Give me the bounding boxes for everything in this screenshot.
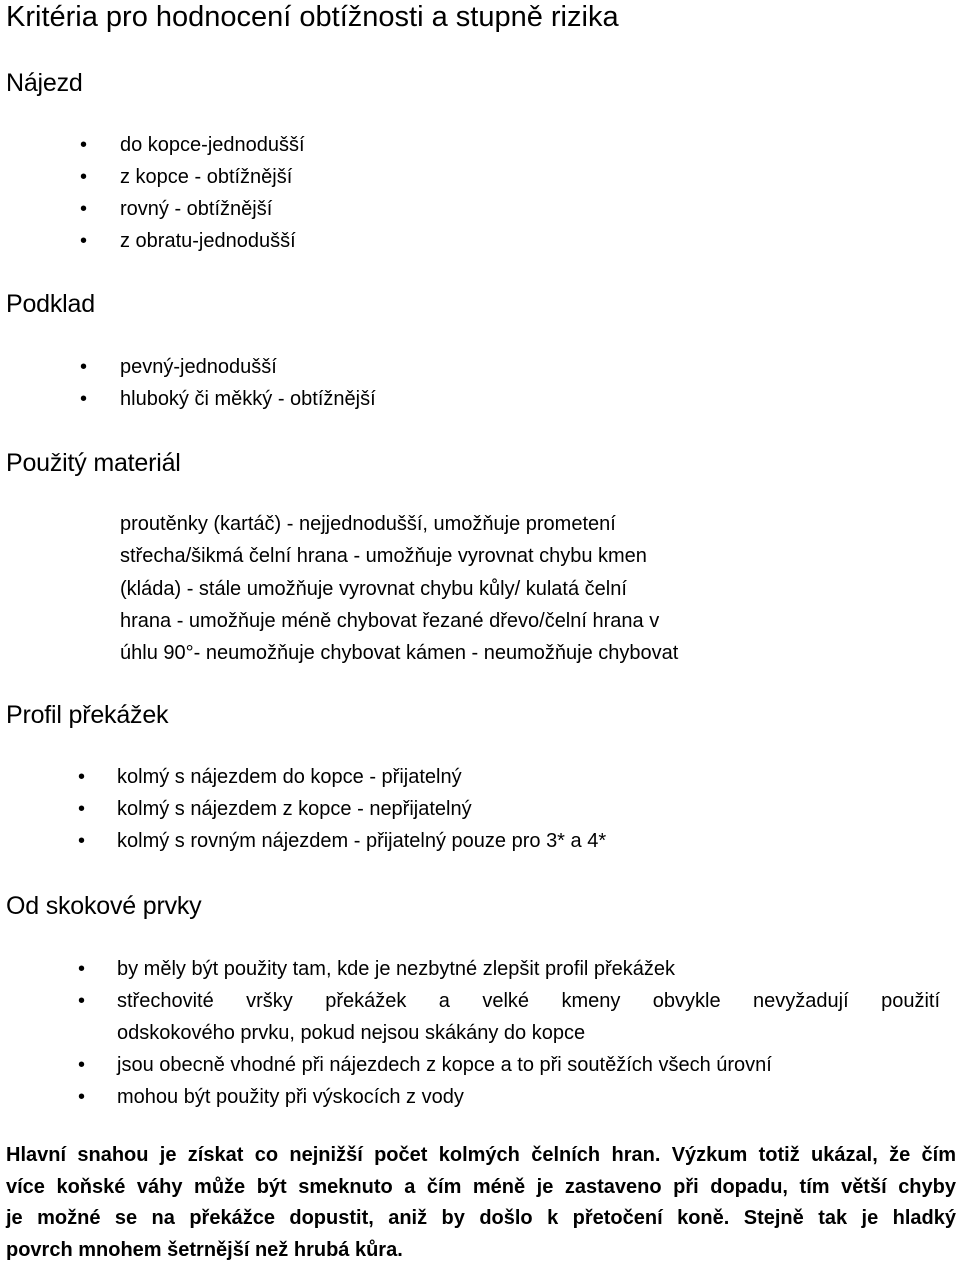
summary-line: je možné se na překážce dopustit, aniž by došlo k přetočení koně. Stejně tak je hladký	[6, 1203, 956, 1235]
paragraph-line: úhlu 90°- neumožňuje chybovat kámen - neumožňuje chybovat	[120, 637, 760, 669]
summary-paragraph	[6, 1140, 956, 1266]
paragraph-line: hrana - umožňuje méně chybovat řezané dřevo/čelní hrana v	[120, 605, 760, 637]
bullet-icon: •	[78, 825, 85, 857]
paragraph-line: střecha/šikmá čelní hrana - umožňuje vyrovnat chybu kmen	[120, 540, 760, 572]
bullet-icon: •	[80, 225, 87, 257]
section-heading-profil: Profil překážek	[6, 700, 168, 730]
list-item-line: střechovité vršky překážek a velké kmeny obvykle nevyžadují použití	[117, 985, 940, 1017]
list-item-text: mohou být použity při výskocích z vody	[117, 1081, 464, 1113]
summary-line: Hlavní snahou je získat co nejnižší počet kolmých čelních hran. Výzkum totiž ukázal, že čím	[6, 1140, 956, 1172]
list-item-text	[117, 985, 940, 1049]
list-item-text: pevný-jednodušší	[120, 351, 277, 383]
list-item-text: by měly být použity tam, kde je nezbytné zlepšit profil překážek	[117, 953, 675, 985]
list-item	[78, 985, 940, 1049]
bullet-icon: •	[80, 193, 87, 225]
bullet-icon: •	[80, 129, 87, 161]
bullet-icon: •	[78, 1049, 85, 1081]
list-item-text: kolmý s rovným nájezdem - přijatelný pouze pro 3* a 4*	[117, 825, 606, 857]
list-item-text: hluboký či měkký - obtížnější	[120, 383, 376, 415]
list-item-text: z kopce - obtížnější	[120, 161, 292, 193]
list-item	[78, 953, 940, 985]
paragraph-line: proutěnky (kartáč) - nejjednodušší, umožňuje prometení	[120, 508, 760, 540]
list-item	[78, 1081, 940, 1113]
list-item-text: kolmý s nájezdem z kopce - nepřijatelný	[117, 793, 472, 825]
bullet-icon: •	[78, 1081, 85, 1113]
list-item-text: do kopce-jednodušší	[120, 129, 305, 161]
section-heading-material: Použitý materiál	[6, 448, 181, 478]
list-item	[78, 1049, 940, 1081]
bullet-icon: •	[78, 985, 85, 1017]
list-item-text: z obratu-jednodušší	[120, 225, 296, 257]
list-odskokove	[78, 953, 940, 1113]
page-title: Kritéria pro hodnocení obtížnosti a stupně rizika	[6, 0, 619, 34]
material-paragraph	[120, 508, 760, 669]
summary-line: povrch mnohem šetrnější než hrubá kůra.	[6, 1235, 956, 1266]
paragraph-line: (kláda) - stále umožňuje vyrovnat chybu kůly/ kulatá čelní	[120, 573, 760, 605]
section-heading-podklad: Podklad	[6, 289, 95, 319]
list-item-text: kolmý s nájezdem do kopce - přijatelný	[117, 761, 462, 793]
summary-line: více koňské váhy může být smeknuto a čím méně je zastaveno při dopadu, tím větší chyby	[6, 1172, 956, 1204]
bullet-icon: •	[80, 351, 87, 383]
list-item-line: odskokového prvku, pokud nejsou skákány do kopce	[117, 1017, 940, 1049]
list-item-text: jsou obecně vhodné při nájezdech z kopce a to při soutěžích všech úrovní	[117, 1049, 772, 1081]
bullet-icon: •	[78, 953, 85, 985]
bullet-icon: •	[80, 383, 87, 415]
bullet-icon: •	[80, 161, 87, 193]
bullet-icon: •	[78, 761, 85, 793]
section-heading-najezd: Nájezd	[6, 68, 83, 98]
bullet-icon: •	[78, 793, 85, 825]
list-item-text: rovný - obtížnější	[120, 193, 272, 225]
section-heading-odskokove: Od skokové prvky	[6, 891, 201, 921]
